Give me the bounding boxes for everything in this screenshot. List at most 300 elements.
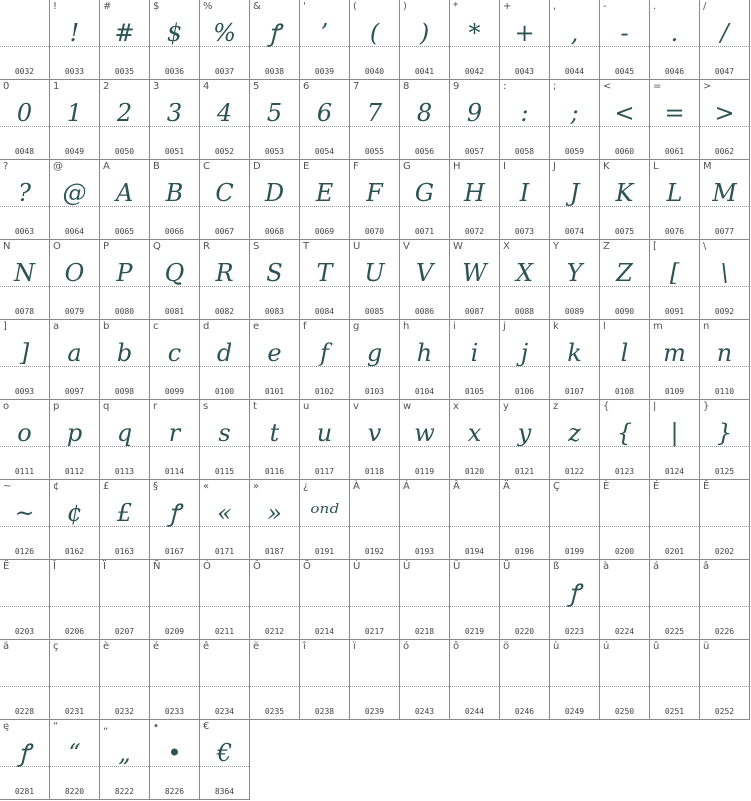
baseline-guide: [50, 606, 99, 607]
glyph-label: 7: [353, 81, 360, 92]
baseline-guide: [650, 686, 699, 687]
glyph-sample: C: [215, 179, 234, 207]
glyph-label: L: [653, 161, 659, 172]
glyph-code: 0244: [464, 707, 485, 716]
glyph-sample: D: [264, 179, 285, 207]
glyph-label: Z: [603, 241, 610, 252]
glyph-sample: *: [468, 19, 481, 47]
glyph-sample: V: [415, 259, 434, 287]
glyph-code: 0098: [114, 387, 135, 396]
glyph-sample: F: [366, 179, 383, 207]
glyph-sample: E: [315, 179, 334, 207]
glyph-code: 0071: [414, 227, 435, 236]
glyph-cell: [700, 240, 750, 320]
glyph-code: 0246: [514, 707, 535, 716]
glyph-label: ö: [503, 641, 510, 652]
glyph-cell: [50, 640, 100, 720]
baseline-guide: [550, 686, 599, 687]
glyph-code: 8364: [214, 787, 235, 796]
glyph-label: É: [653, 481, 660, 492]
glyph-cell: [300, 560, 350, 640]
glyph-code: 0102: [314, 387, 335, 396]
glyph-label: ¿: [303, 481, 309, 492]
glyph-cell: [100, 80, 150, 160]
glyph-cell: [250, 160, 300, 240]
glyph-cell: [200, 240, 250, 320]
glyph-cell: [0, 400, 50, 480]
glyph-code: 0207: [114, 627, 135, 636]
glyph-label: V: [403, 241, 410, 252]
glyph-label: P: [103, 241, 110, 252]
glyph-label: q: [103, 401, 110, 412]
glyph-label: ô: [453, 641, 460, 652]
glyph-code: 0063: [14, 227, 35, 236]
glyph-sample: O: [64, 259, 85, 287]
glyph-sample: %: [213, 19, 236, 47]
glyph-label: n: [703, 321, 710, 332]
glyph-cell: [0, 0, 50, 80]
glyph-code: 0049: [64, 147, 85, 156]
glyph-sample: #: [114, 19, 135, 47]
glyph-cell: [600, 240, 650, 320]
glyph-sample: m: [663, 339, 686, 367]
glyph-label: @: [53, 161, 63, 172]
glyph-code: 0234: [214, 707, 235, 716]
glyph-label: U: [353, 241, 361, 252]
glyph-sample: 6: [316, 99, 333, 127]
glyph-code: 0086: [414, 307, 435, 316]
glyph-sample: Z: [616, 259, 633, 287]
glyph-cell: [600, 480, 650, 560]
glyph-label: i: [453, 321, 456, 332]
glyph-code: 0036: [164, 67, 185, 76]
baseline-guide: [50, 686, 99, 687]
glyph-label: ë: [253, 641, 260, 652]
glyph-cell: [300, 320, 350, 400]
glyph-code: 0062: [714, 147, 735, 156]
glyph-code: 0124: [664, 467, 685, 476]
glyph-cell: [200, 560, 250, 640]
glyph-label: ó: [403, 641, 410, 652]
glyph-code: 0066: [164, 227, 185, 236]
glyph-cell: [350, 640, 400, 720]
glyph-sample: N: [14, 259, 35, 287]
glyph-code: 0218: [414, 627, 435, 636]
glyph-code: 0074: [564, 227, 585, 236]
glyph-code: 0125: [714, 467, 735, 476]
glyph-cell: [0, 640, 50, 720]
glyph-label: §: [153, 481, 158, 492]
glyph-code: 0126: [14, 547, 35, 556]
glyph-cell: [50, 720, 100, 800]
glyph-code: 0077: [714, 227, 735, 236]
baseline-guide: [500, 526, 549, 527]
glyph-cell: [500, 400, 550, 480]
glyph-label: ü: [703, 641, 710, 652]
glyph-cell: [550, 640, 600, 720]
glyph-cell: [450, 320, 500, 400]
glyph-cell: [50, 560, 100, 640]
glyph-cell: [0, 160, 50, 240]
glyph-code: 0231: [64, 707, 85, 716]
glyph-sample: /: [720, 19, 729, 47]
glyph-code: 0099: [164, 387, 185, 396]
baseline-guide: [500, 686, 549, 687]
glyph-cell: [400, 80, 450, 160]
glyph-code: 0202: [714, 547, 735, 556]
glyph-label: J: [553, 161, 556, 172]
glyph-cell: [300, 640, 350, 720]
glyph-cell: [0, 320, 50, 400]
glyph-cell: [550, 0, 600, 80]
glyph-label: Ü: [503, 561, 511, 572]
glyph-cell: [0, 80, 50, 160]
glyph-sample: ᵒⁿᵈ: [310, 499, 339, 527]
glyph-code: 0219: [464, 627, 485, 636]
glyph-cell: [100, 160, 150, 240]
glyph-code: 0056: [414, 147, 435, 156]
glyph-label: Î: [53, 561, 56, 572]
glyph-code: 0107: [564, 387, 585, 396]
glyph-code: 0194: [464, 547, 485, 556]
glyph-label: R: [203, 241, 210, 252]
glyph-label: X: [503, 241, 510, 252]
baseline-guide: [450, 686, 499, 687]
glyph-code: 0199: [564, 547, 585, 556]
glyph-label: €: [203, 721, 210, 732]
glyph-label: h: [403, 321, 410, 332]
baseline-guide: [150, 606, 199, 607]
glyph-code: 0112: [64, 467, 85, 476]
glyph-code: 0203: [14, 627, 35, 636]
glyph-label: m: [653, 321, 663, 332]
glyph-cell: [300, 0, 350, 80]
glyph-cell: [550, 400, 600, 480]
glyph-label: ß: [553, 561, 560, 572]
glyph-cell: [50, 240, 100, 320]
glyph-cell: [250, 240, 300, 320]
glyph-cell: [100, 240, 150, 320]
glyph-label: »: [253, 481, 260, 492]
glyph-cell: [650, 320, 700, 400]
glyph-sample: t: [269, 419, 280, 447]
glyph-cell: [300, 400, 350, 480]
glyph-cell: [150, 0, 200, 80]
glyph-code: 0061: [664, 147, 685, 156]
glyph-cell: [150, 560, 200, 640]
glyph-cell: [550, 240, 600, 320]
glyph-label: W: [453, 241, 463, 252]
glyph-code: 0082: [214, 307, 235, 316]
glyph-sample: v: [367, 419, 382, 447]
glyph-label: 1: [53, 81, 60, 92]
glyph-cell: [50, 480, 100, 560]
glyph-code: 0035: [114, 67, 135, 76]
glyph-code: 0065: [114, 227, 135, 236]
glyph-cell: [650, 400, 700, 480]
glyph-label: l: [603, 321, 606, 332]
glyph-sample: ¢: [66, 499, 83, 527]
glyph-sample: u: [316, 419, 333, 447]
glyph-cell: [300, 480, 350, 560]
glyph-cell: [600, 400, 650, 480]
glyph-sample: 8: [416, 99, 433, 127]
glyph-cell: [450, 480, 500, 560]
glyph-cell: [600, 80, 650, 160]
glyph-cell: [100, 640, 150, 720]
glyph-cell: [250, 80, 300, 160]
glyph-label: ê: [203, 641, 210, 652]
glyph-code: 0232: [114, 707, 135, 716]
glyph-cell: [150, 480, 200, 560]
glyph-sample: >: [714, 99, 735, 127]
glyph-sample: Q: [164, 259, 185, 287]
glyph-sample: c: [167, 339, 182, 367]
glyph-label: /: [703, 1, 707, 12]
glyph-sample: o: [17, 419, 32, 447]
glyph-label: ú: [603, 641, 610, 652]
glyph-cell: [400, 480, 450, 560]
glyph-cell: [100, 560, 150, 640]
glyph-code: 0032: [14, 67, 35, 76]
glyph-sample: |: [670, 419, 679, 447]
baseline-guide: [200, 606, 249, 607]
glyph-label: Ô: [253, 561, 261, 572]
glyph-sample: q: [116, 419, 133, 447]
glyph-label: }: [703, 401, 710, 412]
glyph-code: 0281: [14, 787, 35, 796]
glyph-code: 0052: [214, 147, 235, 156]
glyph-sample: k: [567, 339, 582, 367]
glyph-label: “: [53, 721, 59, 732]
glyph-sample: {: [616, 419, 633, 447]
glyph-sample: 0: [16, 99, 33, 127]
glyph-code: 0105: [464, 387, 485, 396]
baseline-guide: [0, 606, 49, 607]
glyph-cell: [250, 480, 300, 560]
glyph-code: 0054: [314, 147, 335, 156]
glyph-sample: d: [216, 339, 233, 367]
glyph-sample: G: [414, 179, 435, 207]
glyph-label: [: [653, 241, 657, 252]
glyph-label: $: [153, 1, 160, 12]
glyph-sample: h: [416, 339, 433, 367]
glyph-cell: [700, 320, 750, 400]
glyph-sample: y: [517, 419, 532, 447]
glyph-sample: !: [69, 19, 80, 47]
glyph-sample: a: [67, 339, 82, 367]
baseline-guide: [350, 606, 399, 607]
glyph-label: O: [53, 241, 61, 252]
glyph-cell: [500, 0, 550, 80]
glyph-label: À: [353, 481, 360, 492]
glyph-code: 0042: [464, 67, 485, 76]
baseline-guide: [550, 526, 599, 527]
glyph-sample: j: [520, 339, 529, 367]
glyph-code: 0040: [364, 67, 385, 76]
baseline-guide: [400, 526, 449, 527]
baseline-guide: [700, 526, 749, 527]
baseline-guide: [500, 606, 549, 607]
glyph-label: .: [653, 1, 657, 12]
glyph-code: 0200: [614, 547, 635, 556]
glyph-sample: Y: [566, 259, 583, 287]
glyph-label: 0: [3, 81, 10, 92]
glyph-code: 0196: [514, 547, 535, 556]
glyph-code: 0058: [514, 147, 535, 156]
baseline-guide: [600, 526, 649, 527]
baseline-guide: [650, 606, 699, 607]
glyph-sample: ’: [320, 19, 329, 47]
glyph-label: Ù: [353, 561, 361, 572]
baseline-guide: [700, 606, 749, 607]
glyph-code: 0225: [664, 627, 685, 636]
glyph-label: Ú: [403, 561, 411, 572]
glyph-label: o: [3, 401, 10, 412]
glyph-cell: [300, 240, 350, 320]
glyph-label: Ó: [203, 561, 211, 572]
glyph-cell: [0, 720, 50, 800]
glyph-sample: <: [614, 99, 635, 127]
glyph-cell: [150, 320, 200, 400]
glyph-label: ?: [3, 161, 9, 172]
glyph-code: 0214: [314, 627, 335, 636]
glyph-code: 0114: [164, 467, 185, 476]
glyph-label: â: [703, 561, 710, 572]
glyph-sample: ]: [19, 339, 30, 367]
glyph-cell: [450, 80, 500, 160]
baseline-guide: [650, 526, 699, 527]
glyph-code: 0037: [214, 67, 235, 76]
glyph-label: ę: [3, 721, 10, 732]
glyph-cell: [600, 560, 650, 640]
glyph-cell: [200, 160, 250, 240]
glyph-cell: [400, 160, 450, 240]
baseline-guide: [250, 606, 299, 607]
glyph-label: d: [203, 321, 210, 332]
glyph-label: é: [153, 641, 160, 652]
glyph-sample: U: [364, 259, 385, 287]
glyph-label: 2: [103, 81, 110, 92]
glyph-label: *: [453, 1, 458, 12]
glyph-sample: r: [168, 419, 181, 447]
glyph-label: g: [353, 321, 360, 332]
glyph-code: 0116: [264, 467, 285, 476]
glyph-label: k: [553, 321, 559, 332]
glyph-code: 0100: [214, 387, 235, 396]
glyph-sample: f: [320, 339, 329, 367]
glyph-label: s: [203, 401, 209, 412]
glyph-code: 0043: [514, 67, 535, 76]
glyph-code: 0238: [314, 707, 335, 716]
baseline-guide: [200, 686, 249, 687]
glyph-code: 0121: [514, 467, 535, 476]
glyph-label: ç: [53, 641, 59, 652]
glyph-label: N: [3, 241, 11, 252]
glyph-code: 0033: [64, 67, 85, 76]
glyph-label: D: [253, 161, 261, 172]
glyph-sample: £: [116, 499, 133, 527]
glyph-code: 0108: [614, 387, 635, 396]
glyph-label: y: [503, 401, 509, 412]
glyph-label: î: [303, 641, 306, 652]
glyph-code: 0223: [564, 627, 585, 636]
glyph-cell: [100, 320, 150, 400]
glyph-code: 0076: [664, 227, 685, 236]
glyph-code: 0110: [714, 387, 735, 396]
glyph-code: 0081: [164, 307, 185, 316]
glyph-label: (: [353, 1, 357, 12]
glyph-label: a: [53, 321, 60, 332]
glyph-cell: [50, 320, 100, 400]
baseline-guide: [100, 686, 149, 687]
glyph-cell: [200, 480, 250, 560]
glyph-sample: ꝭ: [168, 499, 181, 527]
glyph-label: Ï: [103, 561, 106, 572]
glyph-label: %: [203, 1, 213, 12]
glyph-label: #: [103, 1, 112, 12]
glyph-sample: 7: [366, 99, 383, 127]
baseline-guide: [100, 606, 149, 607]
glyph-label: 8: [403, 81, 410, 92]
glyph-label: M: [703, 161, 712, 172]
glyph-cell: [350, 0, 400, 80]
glyph-cell: [450, 240, 500, 320]
glyph-label: ): [403, 1, 407, 12]
glyph-cell: [0, 240, 50, 320]
glyph-cell: [550, 480, 600, 560]
glyph-code: 0101: [264, 387, 285, 396]
glyph-label: H: [453, 161, 461, 172]
glyph-label: A: [103, 161, 110, 172]
glyph-code: 0220: [514, 627, 535, 636]
glyph-label: f: [303, 321, 307, 332]
glyph-code: 0103: [364, 387, 385, 396]
glyph-code: 0211: [214, 627, 235, 636]
glyph-cell: [700, 0, 750, 80]
glyph-code: 0239: [364, 707, 385, 716]
glyph-code: 0048: [14, 147, 35, 156]
glyph-label: ;: [553, 81, 557, 92]
glyph-cell: [650, 480, 700, 560]
glyph-cell: [50, 160, 100, 240]
glyph-label: Â: [453, 481, 460, 492]
glyph-label: Q: [153, 241, 161, 252]
glyph-code: 0067: [214, 227, 235, 236]
glyph-cell: [600, 160, 650, 240]
glyph-cell: [700, 160, 750, 240]
glyph-code: 0072: [464, 227, 485, 236]
glyph-sample: w: [414, 419, 435, 447]
glyph-code: 0059: [564, 147, 585, 156]
glyph-code: 0047: [714, 67, 735, 76]
glyph-label: ]: [3, 321, 7, 332]
glyph-code: 0192: [364, 547, 385, 556]
baseline-guide: [300, 606, 349, 607]
glyph-sample: ): [419, 19, 430, 47]
glyph-cell: [400, 560, 450, 640]
baseline-guide: [600, 606, 649, 607]
glyph-label: Ä: [503, 481, 510, 492]
glyph-label: 6: [303, 81, 310, 92]
glyph-label: Ç: [553, 481, 560, 492]
glyph-code: 0117: [314, 467, 335, 476]
glyph-cell: [50, 0, 100, 80]
glyph-label: •: [153, 721, 159, 732]
glyph-code: 0235: [264, 707, 285, 716]
glyph-cell: [600, 0, 650, 80]
glyph-sample: $: [166, 19, 183, 47]
